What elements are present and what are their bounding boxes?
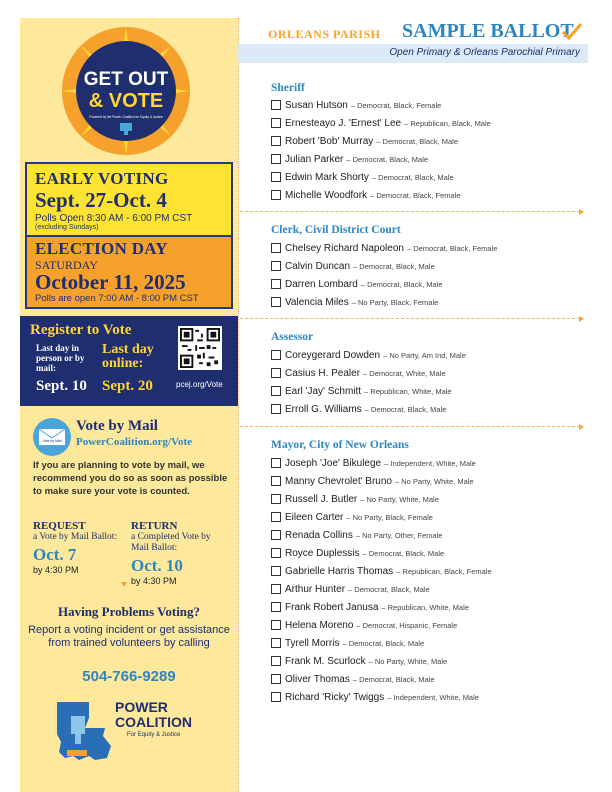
logo-line2: & VOTE bbox=[88, 90, 164, 112]
candidate-info: – Democrat, White, Male bbox=[363, 368, 446, 378]
power-coalition-name1: POWER bbox=[115, 699, 168, 715]
orleans-parish-label: ORLEANS PARISH bbox=[268, 27, 381, 41]
early-voting-box bbox=[25, 162, 233, 237]
candidate-name: Frank M. Scurlock bbox=[285, 655, 366, 667]
candidate-checkbox[interactable] bbox=[271, 118, 281, 128]
get-out-and-vote-logo bbox=[40, 24, 212, 158]
vote-by-mail-body: If you are planning to vote by mail, we recommend you do so as soon as possible to make sure your vote is counted. bbox=[33, 460, 228, 497]
request-block bbox=[33, 520, 129, 575]
early-voting-note: (excluding Sundays) bbox=[35, 224, 99, 231]
candidate-row[interactable] bbox=[271, 600, 469, 614]
candidate-checkbox[interactable] bbox=[271, 368, 281, 378]
candidate-row[interactable] bbox=[271, 690, 479, 704]
candidate-checkbox[interactable] bbox=[271, 674, 281, 684]
return-sub: a Completed Vote by Mail Ballot: bbox=[131, 532, 211, 553]
candidate-name: Michelle Woodfork bbox=[285, 189, 368, 201]
candidate-name: Chelsey Richard Napoleon bbox=[285, 242, 404, 254]
candidate-info: – Democrat, Black, Male bbox=[362, 548, 445, 558]
problems-phone[interactable]: 504-766-9289 bbox=[82, 668, 176, 685]
power-coalition-logo bbox=[55, 698, 225, 770]
request-heading: REQUEST bbox=[33, 520, 86, 532]
candidate-info: – No Party, White, Male bbox=[368, 656, 448, 666]
candidate-info: – No Party, Other, Female bbox=[355, 530, 443, 540]
candidate-row[interactable] bbox=[271, 582, 430, 596]
candidate-name: Earl 'Jay' Schmitt bbox=[285, 385, 362, 397]
candidate-info: – Democrat, Black, Male bbox=[376, 136, 458, 146]
early-voting-dates: Sept. 27-Oct. 4 bbox=[35, 188, 167, 212]
candidate-row[interactable] bbox=[271, 188, 461, 202]
candidate-name: Manny Chevrolet' Bruno bbox=[285, 475, 392, 487]
candidate-checkbox[interactable] bbox=[271, 602, 281, 612]
candidate-name: Gabrielle Harris Thomas bbox=[285, 565, 394, 577]
section-divider bbox=[240, 426, 580, 427]
candidate-checkbox[interactable] bbox=[271, 243, 281, 253]
logo-line1: GET OUT bbox=[83, 69, 169, 90]
candidate-name: Julian Parker bbox=[285, 153, 344, 165]
candidate-row[interactable] bbox=[271, 277, 443, 291]
candidate-checkbox[interactable] bbox=[271, 136, 281, 146]
candidate-info: – Democrat, Black, Male bbox=[360, 279, 443, 289]
candidate-name: Edwin Mark Shorty bbox=[285, 171, 369, 183]
online-label: Last day online: bbox=[102, 342, 154, 371]
candidate-info: – Independent, White, Male bbox=[387, 692, 479, 702]
logo-powered: Powered by the Power Coalition for Equity & Justice bbox=[89, 115, 163, 119]
register-url[interactable]: pcej.org/Vote bbox=[176, 380, 223, 389]
candidate-info: – Democrat, Black, Male bbox=[352, 674, 435, 684]
candidate-info: – No Party, White, Male bbox=[360, 494, 439, 504]
candidate-name: Helena Moreno bbox=[285, 619, 354, 631]
office-title: Mayor, City of New Orleans bbox=[271, 439, 409, 451]
candidate-row[interactable] bbox=[271, 348, 466, 362]
candidate-row[interactable] bbox=[271, 241, 497, 255]
candidate-row[interactable] bbox=[271, 366, 446, 380]
candidate-info: – Republican, White, Male bbox=[381, 602, 469, 612]
candidate-row[interactable] bbox=[271, 134, 458, 148]
election-day-date: October 11, 2025 bbox=[35, 270, 186, 294]
online-date: Sept. 20 bbox=[102, 378, 153, 394]
candidate-info: – Democrat, Hispanic, Female bbox=[356, 620, 458, 630]
candidate-name: Valencia Miles bbox=[285, 296, 349, 308]
candidate-info: – Democrat, Black, Male bbox=[364, 404, 447, 414]
candidate-checkbox[interactable] bbox=[271, 530, 281, 540]
arrow-right-icon bbox=[579, 209, 584, 215]
candidate-name: Joseph 'Joe' Bikulege bbox=[285, 457, 382, 469]
arrow-down-icon bbox=[121, 582, 127, 587]
candidate-name: Casius H. Pealer bbox=[285, 367, 361, 379]
early-voting-heading: EARLY VOTING bbox=[35, 169, 169, 188]
candidate-name: Ernesteayo J. 'Ernest' Lee bbox=[285, 117, 402, 129]
power-coalition-name2: COALITION bbox=[115, 714, 192, 730]
candidate-row[interactable] bbox=[271, 636, 424, 650]
candidate-checkbox[interactable] bbox=[271, 458, 281, 468]
candidate-name: Royce Duplessis bbox=[285, 547, 360, 559]
candidate-checkbox[interactable] bbox=[271, 172, 281, 182]
louisiana-fist-icon bbox=[55, 698, 113, 768]
candidate-row[interactable] bbox=[271, 654, 447, 668]
candidate-name: Tyrell Morris bbox=[285, 637, 340, 649]
register-heading: Register to Vote bbox=[30, 322, 132, 338]
arrow-right-icon bbox=[579, 316, 584, 322]
candidate-info: – Republican, Black, Male bbox=[404, 118, 491, 128]
candidate-info: – Democrat, Black, Male bbox=[371, 172, 454, 182]
subtitle-bar bbox=[238, 44, 588, 63]
candidate-name: Darren Lombard bbox=[285, 278, 358, 290]
candidate-row[interactable] bbox=[271, 564, 492, 578]
early-voting-hours: Polls Open 8:30 AM - 6:00 PM CST bbox=[35, 213, 193, 224]
candidate-info: – Republican, White, Male bbox=[364, 386, 452, 396]
candidate-checkbox[interactable] bbox=[271, 584, 281, 594]
candidate-row[interactable] bbox=[271, 510, 433, 524]
section-divider bbox=[240, 318, 580, 319]
candidate-row[interactable] bbox=[271, 152, 428, 166]
in-person-label: Last day in person or by mail: bbox=[36, 343, 85, 373]
request-date: Oct. 7 bbox=[33, 545, 77, 564]
candidate-name: Russell J. Butler bbox=[285, 493, 358, 505]
candidate-checkbox[interactable] bbox=[271, 620, 281, 630]
column-divider bbox=[238, 18, 239, 792]
vote-by-mail-url[interactable]: PowerCoalition.org/Vote bbox=[76, 436, 192, 448]
candidate-info: – Democrat, Black, Male bbox=[348, 584, 430, 594]
election-day-hours: Polls are open 7:00 AM - 8:00 PM CST bbox=[35, 293, 199, 304]
register-box bbox=[20, 316, 238, 406]
return-time: by 4:30 PM bbox=[131, 576, 177, 586]
arrow-right-icon bbox=[579, 424, 584, 430]
candidate-checkbox[interactable] bbox=[271, 566, 281, 576]
request-time: by 4:30 PM bbox=[33, 565, 79, 575]
qr-code-icon[interactable] bbox=[178, 326, 222, 370]
candidate-info: – Democrat, Black, Male bbox=[353, 261, 435, 271]
candidate-name: Erroll G. Williams bbox=[285, 403, 362, 415]
candidate-row[interactable] bbox=[271, 170, 454, 184]
in-person-date: Sept. 10 bbox=[36, 378, 87, 394]
candidate-checkbox[interactable] bbox=[271, 190, 281, 200]
candidate-checkbox[interactable] bbox=[271, 548, 281, 558]
candidate-name: Arthur Hunter bbox=[285, 583, 346, 595]
candidate-name: Coreygerard Dowden bbox=[285, 349, 381, 361]
candidate-name: Oliver Thomas bbox=[285, 673, 350, 685]
election-day-box bbox=[25, 237, 233, 309]
return-block bbox=[131, 520, 227, 586]
candidate-name: Renada Collins bbox=[285, 529, 353, 541]
candidate-checkbox[interactable] bbox=[271, 154, 281, 164]
candidate-checkbox[interactable] bbox=[271, 494, 281, 504]
candidate-info: – No Party, Am Ind, Male bbox=[383, 350, 466, 360]
checkmark-icon bbox=[561, 22, 583, 42]
power-coalition-sub: For Equity & Justice bbox=[127, 732, 181, 738]
candidate-info: – Democrat, Black, Female bbox=[350, 100, 442, 110]
candidate-row[interactable] bbox=[271, 456, 476, 470]
candidate-info: – No Party, Black, Female bbox=[346, 512, 433, 522]
candidate-info: – Independent, White, Male bbox=[384, 458, 476, 468]
candidate-row[interactable] bbox=[271, 295, 438, 309]
candidate-checkbox[interactable] bbox=[271, 404, 281, 414]
candidate-name: Frank Robert Janusa bbox=[285, 601, 379, 613]
candidate-checkbox[interactable] bbox=[271, 261, 281, 271]
office-title: Assessor bbox=[271, 331, 314, 343]
candidate-name: Eileen Carter bbox=[285, 511, 344, 523]
ballot-subtitle: Open Primary & Orleans Parochial Primary bbox=[389, 47, 580, 58]
candidate-name: Susan Hutson bbox=[285, 99, 348, 111]
candidate-name: Robert 'Bob' Murray bbox=[285, 135, 374, 147]
candidate-row[interactable] bbox=[271, 546, 444, 560]
candidate-checkbox[interactable] bbox=[271, 100, 281, 110]
candidate-row[interactable] bbox=[271, 259, 435, 273]
candidate-checkbox[interactable] bbox=[271, 476, 281, 486]
candidate-row[interactable] bbox=[271, 672, 435, 686]
section-divider bbox=[240, 211, 580, 212]
request-sub: a Vote by Mail Ballot: bbox=[33, 532, 118, 542]
mail-envelope-icon bbox=[33, 418, 71, 456]
envelope-label: Vote by Mail bbox=[42, 439, 62, 443]
candidate-row[interactable] bbox=[271, 384, 452, 398]
candidate-checkbox[interactable] bbox=[271, 692, 281, 702]
problems-heading: Having Problems Voting? bbox=[57, 604, 201, 619]
vote-by-mail-heading: Vote by Mail bbox=[76, 418, 158, 434]
candidate-name: Calvin Duncan bbox=[285, 260, 351, 272]
candidate-info: – No Party, Black, Female bbox=[351, 297, 439, 307]
office-title: Clerk, Civil District Court bbox=[271, 224, 401, 236]
election-day-heading: ELECTION DAY bbox=[35, 239, 168, 258]
candidate-checkbox[interactable] bbox=[271, 386, 281, 396]
candidate-info: – Democrat, Black, Female bbox=[370, 190, 461, 200]
candidate-checkbox[interactable] bbox=[271, 512, 281, 522]
sample-ballot-title: SAMPLE BALLOT bbox=[402, 20, 574, 42]
candidate-row[interactable] bbox=[271, 528, 442, 542]
candidate-row[interactable] bbox=[271, 618, 457, 632]
office-title: Sheriff bbox=[271, 82, 305, 94]
candidate-checkbox[interactable] bbox=[271, 656, 281, 666]
candidate-row[interactable] bbox=[271, 98, 441, 112]
candidate-checkbox[interactable] bbox=[271, 638, 281, 648]
problems-body: Report a voting incident or get assistance from trained volunteers by calling bbox=[28, 624, 230, 649]
candidate-info: – Republican, Black, Female bbox=[396, 566, 492, 576]
return-date: Oct. 10 bbox=[131, 556, 183, 575]
candidate-checkbox[interactable] bbox=[271, 279, 281, 289]
candidate-row[interactable] bbox=[271, 116, 491, 130]
candidate-info: – No Party, White, Male bbox=[394, 476, 474, 486]
candidate-checkbox[interactable] bbox=[271, 297, 281, 307]
candidate-row[interactable] bbox=[271, 492, 439, 506]
candidate-info: – Democrat, Black, Male bbox=[346, 154, 429, 164]
candidate-name: Richard 'Ricky' Twiggs bbox=[285, 691, 385, 703]
candidate-checkbox[interactable] bbox=[271, 350, 281, 360]
return-heading: RETURN bbox=[131, 520, 178, 532]
candidate-row[interactable] bbox=[271, 402, 446, 416]
candidate-info: – Democrat, Black, Female bbox=[406, 243, 498, 253]
candidate-row[interactable] bbox=[271, 474, 474, 488]
election-day-weekday: SATURDAY bbox=[35, 258, 98, 272]
candidate-info: – Democrat, Black, Male bbox=[342, 638, 425, 648]
